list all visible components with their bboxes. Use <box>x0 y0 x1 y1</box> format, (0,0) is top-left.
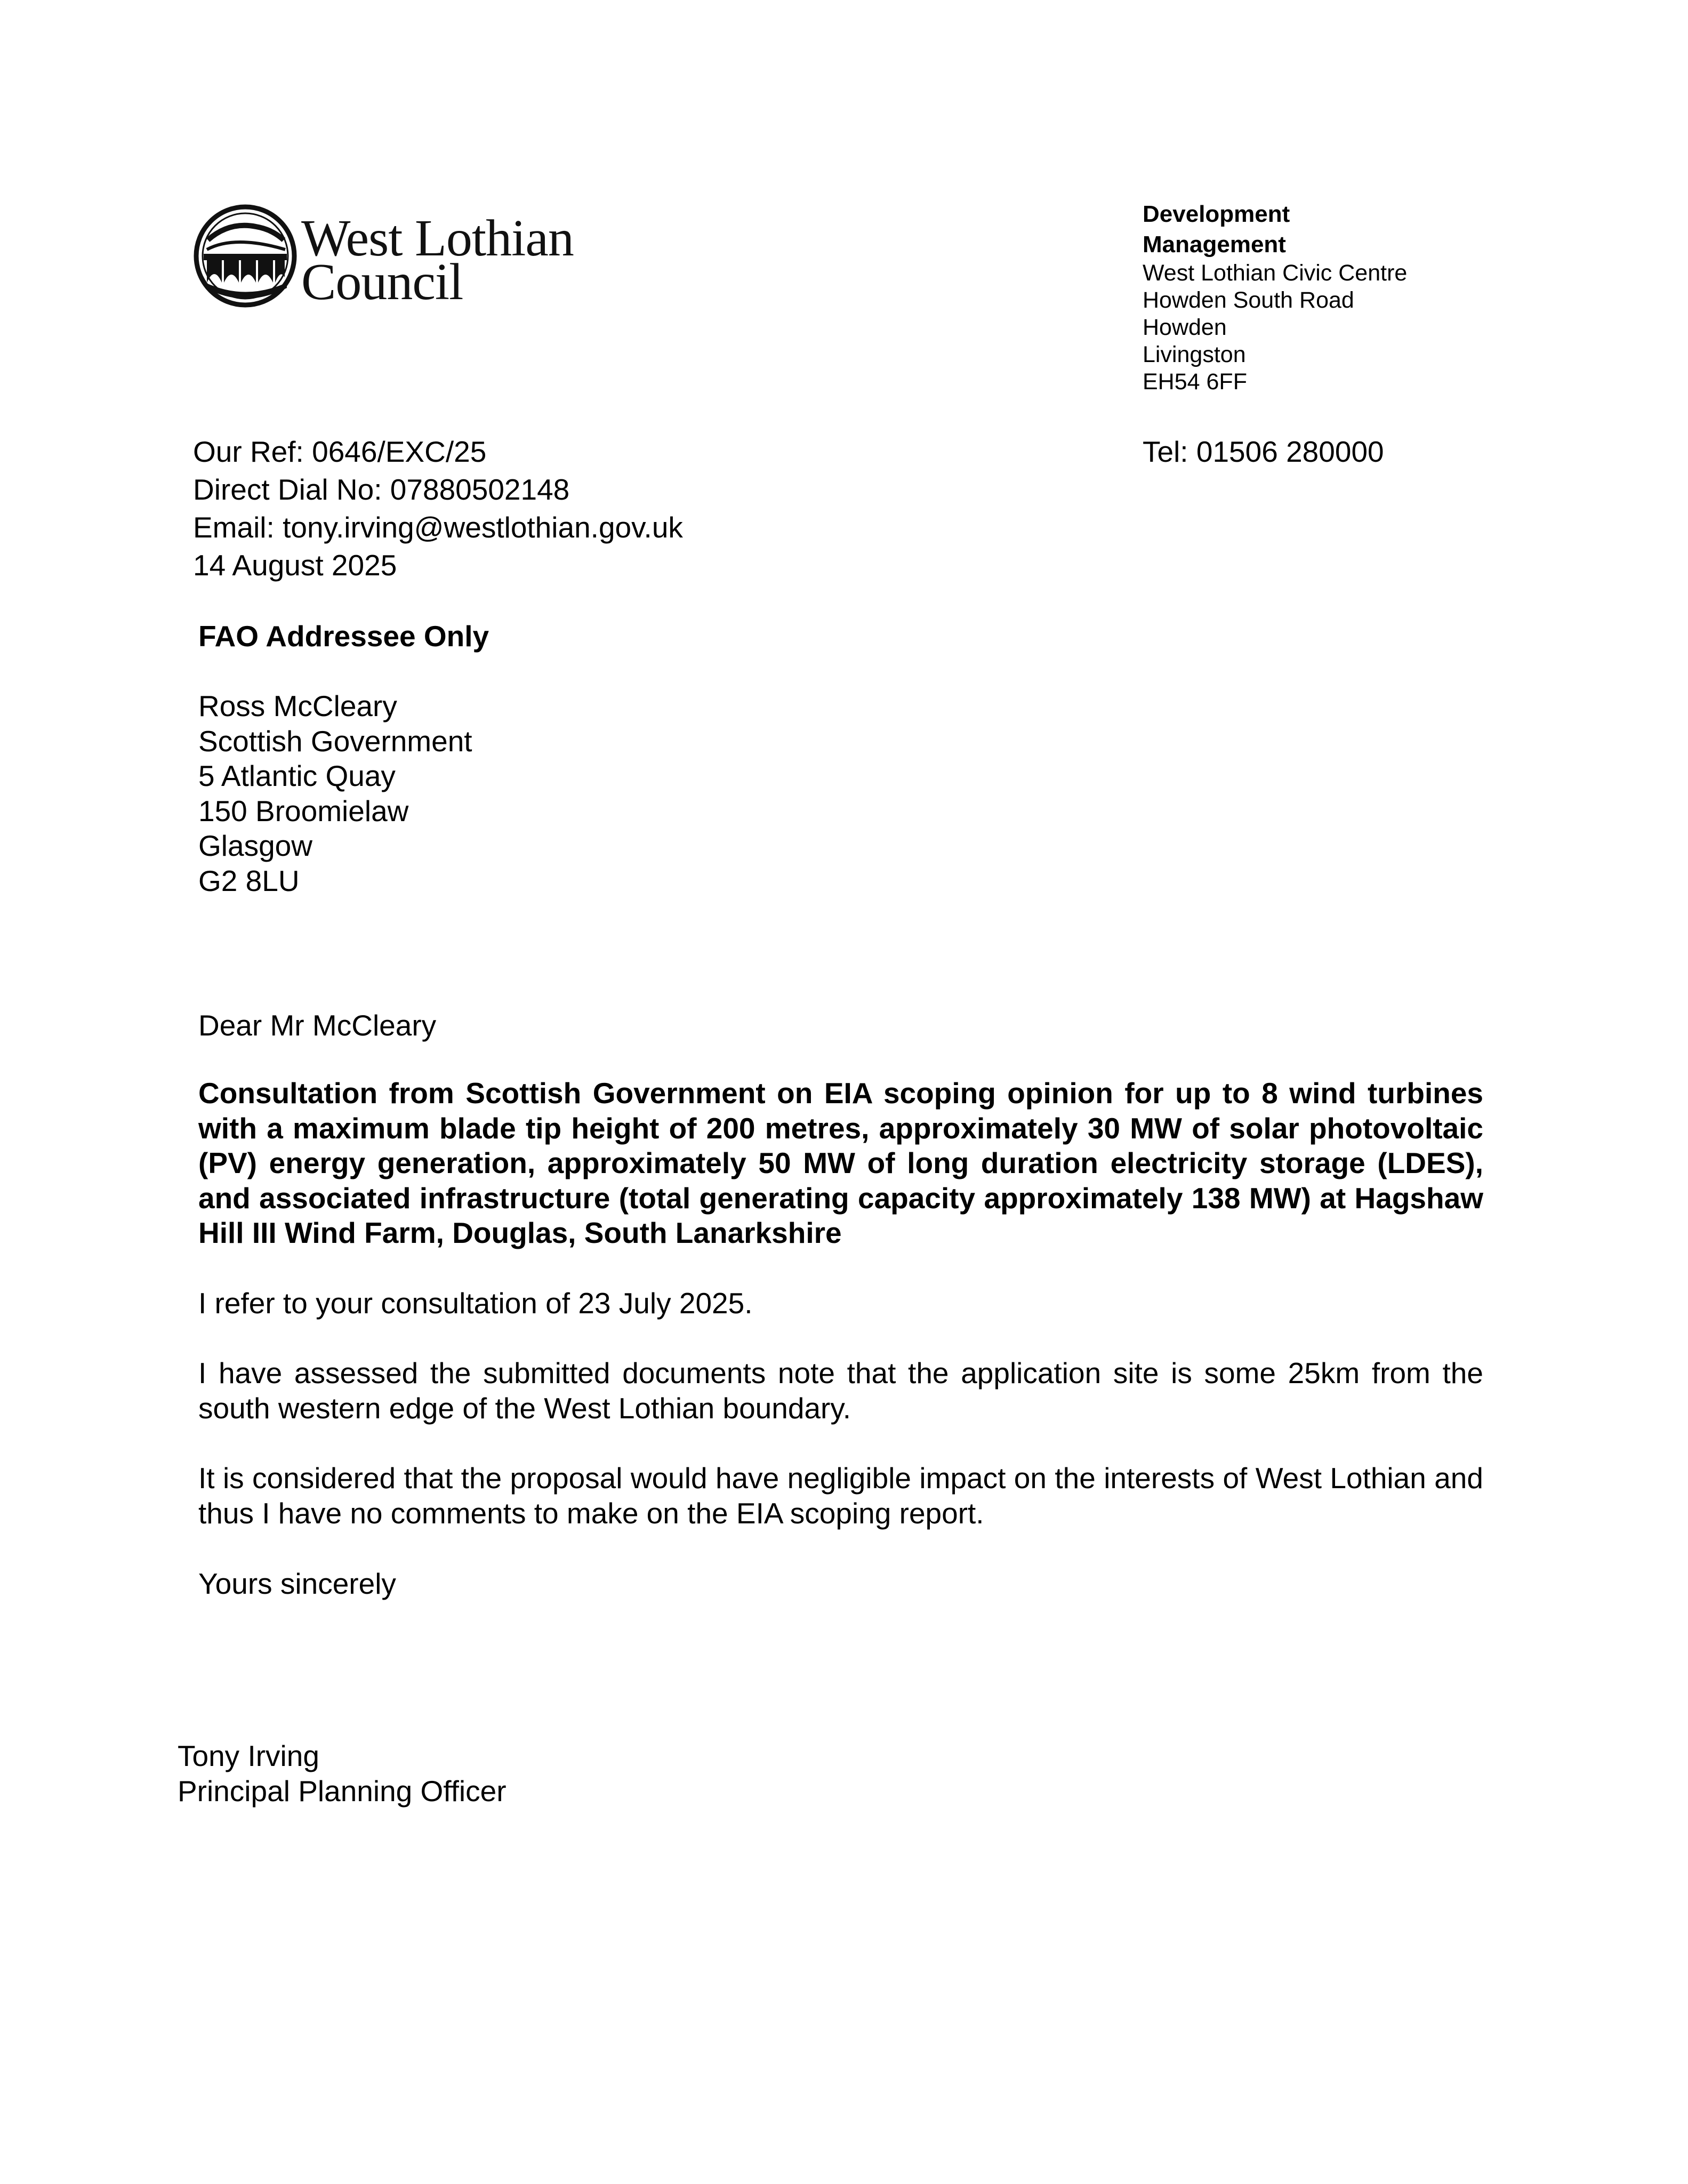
address-line2: Howden South Road <box>1143 287 1354 313</box>
logo-text-line2: Council <box>301 253 463 311</box>
address-line3: Howden <box>1143 315 1227 340</box>
logo-text-line1: West Lothian <box>301 210 574 267</box>
body-paragraph-3: It is considered that the proposal would have negligible impact on the interests of West Lothian and thus I have no comments to make on the EIA scoping report. <box>198 1462 1483 1530</box>
our-ref: Our Ref: 0646/EXC/25 <box>193 435 487 468</box>
recipient-organisation: Scottish Government <box>198 724 472 758</box>
subject-heading: Consultation from Scottish Government on EIA scoping opinion for up to 8 wind turbines with a maximum blade tip height of 200 metres, approximately 30 MW of solar photovoltaic (PV) energy generation, approximately 50 MW of long duration electricity storage (LDES), and associated infrastructure (total generating capacity approximately 138 MW) at Hagshaw Hill III Wind Farm, Douglas, South Lanarkshire <box>198 1077 1483 1249</box>
reference-block <box>193 433 683 584</box>
signatory-title: Principal Planning Officer <box>178 1774 507 1808</box>
signatory-name: Tony Irving <box>178 1739 319 1772</box>
recipient-name: Ross McCleary <box>198 689 397 722</box>
recipient-line1: 5 Atlantic Quay <box>198 759 396 792</box>
recipient-line2: 150 Broomielaw <box>198 794 409 828</box>
fao-notice: FAO Addressee Only <box>198 620 489 653</box>
recipient-postcode: G2 8LU <box>198 864 300 897</box>
recipient-city: Glasgow <box>198 829 312 862</box>
salutation: Dear Mr McCleary <box>198 1009 437 1042</box>
address-line4: Livingston <box>1143 342 1246 367</box>
telephone: Tel: 01506 280000 <box>1143 435 1384 468</box>
address-line1: West Lothian Civic Centre <box>1143 260 1408 286</box>
council-crest-icon <box>192 203 299 309</box>
body-paragraph-2: I have assessed the submitted documents note that the application site is some 25km from the south western edge of the West Lothian boundary. <box>198 1356 1483 1425</box>
department-line2: Management <box>1143 231 1286 258</box>
signature-block <box>178 1738 507 1809</box>
department-line1: Development <box>1143 201 1290 227</box>
recipient-address <box>198 689 472 898</box>
direct-dial: Direct Dial No: 07880502148 <box>193 473 570 506</box>
sender-address <box>1143 199 1516 396</box>
letter-date: 14 August 2025 <box>193 549 397 582</box>
closing: Yours sincerely <box>198 1567 396 1600</box>
council-logo <box>192 203 576 315</box>
email-address: Email: tony.irving@westlothian.gov.uk <box>193 511 683 544</box>
address-postcode: EH54 6FF <box>1143 369 1247 395</box>
body-paragraph-1: I refer to your consultation of 23 July 2025. <box>198 1287 753 1320</box>
